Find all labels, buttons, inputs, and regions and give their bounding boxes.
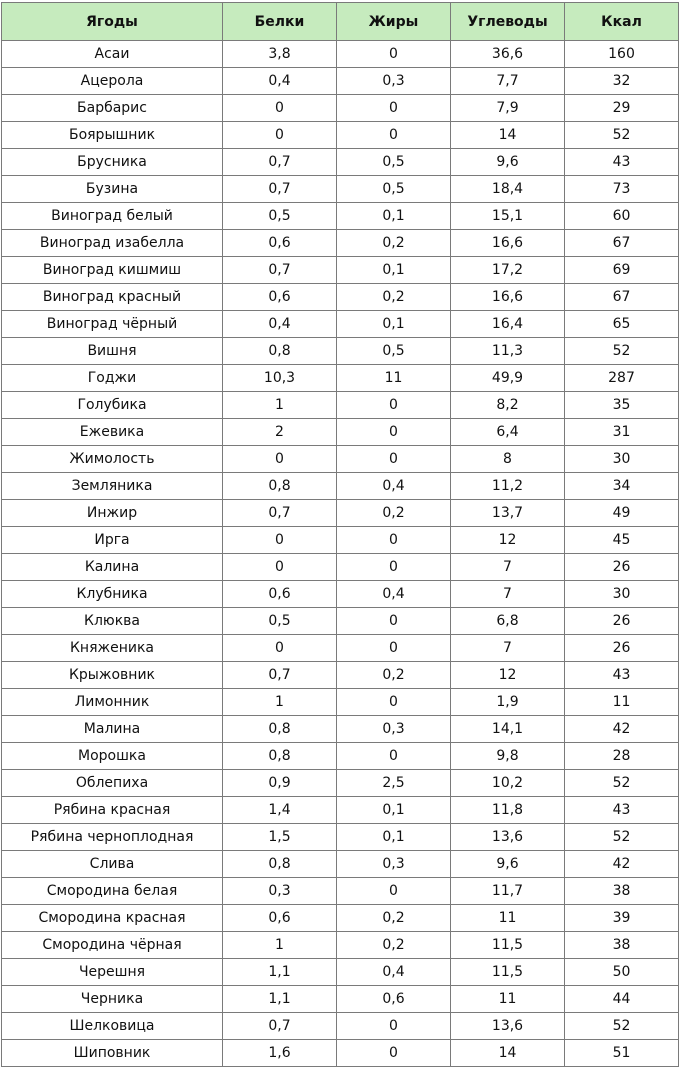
cell-fat: 2,5	[337, 770, 451, 797]
cell-berry-name: Черешня	[2, 959, 223, 986]
cell-fat: 0	[337, 1040, 451, 1067]
cell-berry-name: Асаи	[2, 41, 223, 68]
table-row	[2, 311, 679, 338]
cell-kcal: 52	[565, 824, 679, 851]
cell-kcal: 28	[565, 743, 679, 770]
cell-berry-name: Вишня	[2, 338, 223, 365]
cell-protein: 0,7	[223, 149, 337, 176]
table-row	[2, 203, 679, 230]
cell-carbs: 7	[451, 554, 565, 581]
cell-fat: 0,2	[337, 932, 451, 959]
cell-berry-name: Малина	[2, 716, 223, 743]
cell-carbs: 36,6	[451, 41, 565, 68]
cell-kcal: 30	[565, 581, 679, 608]
cell-kcal: 67	[565, 230, 679, 257]
berries-nutrition-table	[1, 2, 679, 1067]
cell-kcal: 38	[565, 878, 679, 905]
cell-carbs: 16,6	[451, 230, 565, 257]
cell-carbs: 13,7	[451, 500, 565, 527]
cell-carbs: 12	[451, 662, 565, 689]
table-row	[2, 797, 679, 824]
header-kcal: Ккал	[565, 3, 679, 41]
cell-carbs: 9,6	[451, 149, 565, 176]
cell-fat: 0,4	[337, 581, 451, 608]
cell-fat: 0	[337, 743, 451, 770]
table-row	[2, 95, 679, 122]
cell-berry-name: Годжи	[2, 365, 223, 392]
table-row	[2, 878, 679, 905]
cell-carbs: 6,4	[451, 419, 565, 446]
cell-fat: 0,5	[337, 176, 451, 203]
table-row	[2, 716, 679, 743]
cell-carbs: 15,1	[451, 203, 565, 230]
cell-kcal: 32	[565, 68, 679, 95]
cell-fat: 0,2	[337, 230, 451, 257]
cell-protein: 0,8	[223, 716, 337, 743]
cell-berry-name: Морошка	[2, 743, 223, 770]
cell-berry-name: Калина	[2, 554, 223, 581]
cell-kcal: 44	[565, 986, 679, 1013]
cell-protein: 0,6	[223, 581, 337, 608]
table-row	[2, 986, 679, 1013]
header-fat: Жиры	[337, 3, 451, 41]
cell-protein: 0,3	[223, 878, 337, 905]
cell-carbs: 11,2	[451, 473, 565, 500]
cell-fat: 0,1	[337, 257, 451, 284]
table-row	[2, 851, 679, 878]
cell-berry-name: Земляника	[2, 473, 223, 500]
cell-protein: 1,4	[223, 797, 337, 824]
cell-berry-name: Виноград кишмиш	[2, 257, 223, 284]
cell-fat: 0,2	[337, 284, 451, 311]
table-row	[2, 446, 679, 473]
cell-carbs: 14,1	[451, 716, 565, 743]
cell-kcal: 60	[565, 203, 679, 230]
cell-kcal: 73	[565, 176, 679, 203]
cell-fat: 0	[337, 419, 451, 446]
cell-berry-name: Клубника	[2, 581, 223, 608]
cell-berry-name: Черника	[2, 986, 223, 1013]
cell-protein: 1,5	[223, 824, 337, 851]
table-row	[2, 230, 679, 257]
table-row	[2, 1013, 679, 1040]
table-row	[2, 905, 679, 932]
cell-carbs: 12	[451, 527, 565, 554]
cell-berry-name: Барбарис	[2, 95, 223, 122]
cell-kcal: 52	[565, 770, 679, 797]
cell-berry-name: Брусника	[2, 149, 223, 176]
cell-protein: 0,8	[223, 743, 337, 770]
cell-berry-name: Голубика	[2, 392, 223, 419]
cell-protein: 0	[223, 635, 337, 662]
cell-berry-name: Смородина красная	[2, 905, 223, 932]
table-row	[2, 959, 679, 986]
cell-carbs: 18,4	[451, 176, 565, 203]
cell-carbs: 11,7	[451, 878, 565, 905]
cell-fat: 0	[337, 878, 451, 905]
cell-fat: 0	[337, 95, 451, 122]
cell-protein: 0	[223, 95, 337, 122]
table-row	[2, 176, 679, 203]
table-row	[2, 338, 679, 365]
cell-carbs: 16,6	[451, 284, 565, 311]
cell-kcal: 35	[565, 392, 679, 419]
table-row	[2, 149, 679, 176]
cell-fat: 11	[337, 365, 451, 392]
cell-berry-name: Ирга	[2, 527, 223, 554]
cell-fat: 0,2	[337, 662, 451, 689]
cell-kcal: 50	[565, 959, 679, 986]
cell-berry-name: Виноград чёрный	[2, 311, 223, 338]
cell-kcal: 287	[565, 365, 679, 392]
cell-fat: 0,2	[337, 500, 451, 527]
cell-berry-name: Шелковица	[2, 1013, 223, 1040]
table-row	[2, 689, 679, 716]
cell-carbs: 17,2	[451, 257, 565, 284]
cell-kcal: 52	[565, 122, 679, 149]
cell-berry-name: Облепиха	[2, 770, 223, 797]
cell-fat: 0	[337, 41, 451, 68]
cell-protein: 1,1	[223, 959, 337, 986]
cell-protein: 1,1	[223, 986, 337, 1013]
cell-protein: 3,8	[223, 41, 337, 68]
cell-carbs: 8	[451, 446, 565, 473]
cell-fat: 0	[337, 689, 451, 716]
cell-protein: 0,5	[223, 608, 337, 635]
cell-kcal: 26	[565, 554, 679, 581]
table-body	[2, 41, 679, 1067]
cell-berry-name: Крыжовник	[2, 662, 223, 689]
cell-kcal: 49	[565, 500, 679, 527]
cell-protein: 0	[223, 446, 337, 473]
cell-protein: 0,6	[223, 284, 337, 311]
cell-kcal: 67	[565, 284, 679, 311]
table-row	[2, 284, 679, 311]
cell-berry-name: Смородина чёрная	[2, 932, 223, 959]
cell-berry-name: Слива	[2, 851, 223, 878]
cell-kcal: 11	[565, 689, 679, 716]
table-row	[2, 392, 679, 419]
cell-kcal: 51	[565, 1040, 679, 1067]
cell-carbs: 13,6	[451, 1013, 565, 1040]
cell-carbs: 11,8	[451, 797, 565, 824]
cell-protein: 0	[223, 527, 337, 554]
cell-fat: 0,3	[337, 851, 451, 878]
cell-protein: 0,8	[223, 851, 337, 878]
table-row	[2, 473, 679, 500]
cell-kcal: 42	[565, 716, 679, 743]
cell-kcal: 26	[565, 635, 679, 662]
cell-fat: 0	[337, 392, 451, 419]
cell-protein: 0,6	[223, 905, 337, 932]
cell-kcal: 69	[565, 257, 679, 284]
cell-berry-name: Боярышник	[2, 122, 223, 149]
cell-protein: 0,4	[223, 311, 337, 338]
cell-kcal: 52	[565, 338, 679, 365]
cell-fat: 0,3	[337, 68, 451, 95]
header-carbs: Углеводы	[451, 3, 565, 41]
cell-carbs: 8,2	[451, 392, 565, 419]
cell-fat: 0,2	[337, 905, 451, 932]
cell-carbs: 14	[451, 122, 565, 149]
table-row	[2, 527, 679, 554]
table-row	[2, 608, 679, 635]
cell-fat: 0	[337, 1013, 451, 1040]
cell-kcal: 38	[565, 932, 679, 959]
header-protein: Белки	[223, 3, 337, 41]
cell-kcal: 30	[565, 446, 679, 473]
cell-carbs: 16,4	[451, 311, 565, 338]
cell-fat: 0,4	[337, 473, 451, 500]
table-header	[2, 3, 679, 41]
table-row	[2, 41, 679, 68]
cell-berry-name: Бузина	[2, 176, 223, 203]
cell-berry-name: Лимонник	[2, 689, 223, 716]
cell-kcal: 43	[565, 797, 679, 824]
cell-carbs: 11,5	[451, 932, 565, 959]
cell-carbs: 7	[451, 635, 565, 662]
cell-kcal: 43	[565, 149, 679, 176]
table-row	[2, 1040, 679, 1067]
cell-kcal: 39	[565, 905, 679, 932]
cell-fat: 0,1	[337, 824, 451, 851]
cell-protein: 0,5	[223, 203, 337, 230]
cell-carbs: 1,9	[451, 689, 565, 716]
cell-protein: 0,7	[223, 257, 337, 284]
cell-protein: 1	[223, 932, 337, 959]
cell-fat: 0,3	[337, 716, 451, 743]
cell-berry-name: Княженика	[2, 635, 223, 662]
cell-protein: 0,8	[223, 338, 337, 365]
cell-carbs: 11	[451, 905, 565, 932]
cell-fat: 0,6	[337, 986, 451, 1013]
cell-protein: 1	[223, 689, 337, 716]
cell-fat: 0	[337, 554, 451, 581]
cell-kcal: 42	[565, 851, 679, 878]
cell-carbs: 9,8	[451, 743, 565, 770]
cell-fat: 0,4	[337, 959, 451, 986]
cell-kcal: 43	[565, 662, 679, 689]
cell-fat: 0,1	[337, 203, 451, 230]
table-row	[2, 743, 679, 770]
table-row	[2, 581, 679, 608]
cell-berry-name: Шиповник	[2, 1040, 223, 1067]
cell-berry-name: Ежевика	[2, 419, 223, 446]
cell-protein: 0,7	[223, 662, 337, 689]
cell-protein: 0,9	[223, 770, 337, 797]
table-row	[2, 662, 679, 689]
cell-berry-name: Инжир	[2, 500, 223, 527]
cell-kcal: 52	[565, 1013, 679, 1040]
cell-carbs: 14	[451, 1040, 565, 1067]
cell-carbs: 7,9	[451, 95, 565, 122]
cell-protein: 0,8	[223, 473, 337, 500]
header-berries: Ягоды	[2, 3, 223, 41]
cell-fat: 0	[337, 446, 451, 473]
cell-berry-name: Виноград красный	[2, 284, 223, 311]
table-row	[2, 122, 679, 149]
cell-fat: 0,5	[337, 149, 451, 176]
table-row	[2, 635, 679, 662]
cell-kcal: 45	[565, 527, 679, 554]
table-row	[2, 554, 679, 581]
cell-protein: 1,6	[223, 1040, 337, 1067]
cell-carbs: 7,7	[451, 68, 565, 95]
cell-kcal: 34	[565, 473, 679, 500]
cell-protein: 0,7	[223, 176, 337, 203]
cell-fat: 0	[337, 608, 451, 635]
cell-carbs: 49,9	[451, 365, 565, 392]
cell-berry-name: Клюква	[2, 608, 223, 635]
cell-kcal: 31	[565, 419, 679, 446]
cell-protein: 10,3	[223, 365, 337, 392]
cell-fat: 0	[337, 527, 451, 554]
cell-carbs: 11	[451, 986, 565, 1013]
cell-carbs: 13,6	[451, 824, 565, 851]
cell-carbs: 7	[451, 581, 565, 608]
cell-berry-name: Рябина черноплодная	[2, 824, 223, 851]
cell-kcal: 29	[565, 95, 679, 122]
cell-protein: 0	[223, 122, 337, 149]
cell-carbs: 11,3	[451, 338, 565, 365]
cell-fat: 0	[337, 122, 451, 149]
cell-fat: 0	[337, 635, 451, 662]
header-row	[2, 3, 679, 41]
table-row	[2, 365, 679, 392]
cell-protein: 2	[223, 419, 337, 446]
cell-protein: 0,4	[223, 68, 337, 95]
cell-protein: 0,7	[223, 1013, 337, 1040]
table-row	[2, 500, 679, 527]
cell-berry-name: Рябина красная	[2, 797, 223, 824]
cell-kcal: 65	[565, 311, 679, 338]
cell-carbs: 10,2	[451, 770, 565, 797]
cell-fat: 0,1	[337, 311, 451, 338]
table-row	[2, 257, 679, 284]
cell-berry-name: Ацерола	[2, 68, 223, 95]
cell-berry-name: Виноград белый	[2, 203, 223, 230]
table-row	[2, 824, 679, 851]
cell-kcal: 26	[565, 608, 679, 635]
table-row	[2, 770, 679, 797]
table-row	[2, 419, 679, 446]
cell-berry-name: Жимолость	[2, 446, 223, 473]
cell-carbs: 11,5	[451, 959, 565, 986]
cell-carbs: 6,8	[451, 608, 565, 635]
cell-fat: 0,1	[337, 797, 451, 824]
cell-berry-name: Смородина белая	[2, 878, 223, 905]
cell-protein: 0,7	[223, 500, 337, 527]
cell-kcal: 160	[565, 41, 679, 68]
cell-protein: 1	[223, 392, 337, 419]
cell-berry-name: Виноград изабелла	[2, 230, 223, 257]
cell-protein: 0,6	[223, 230, 337, 257]
table-row	[2, 68, 679, 95]
cell-fat: 0,5	[337, 338, 451, 365]
cell-carbs: 9,6	[451, 851, 565, 878]
table-row	[2, 932, 679, 959]
cell-protein: 0	[223, 554, 337, 581]
